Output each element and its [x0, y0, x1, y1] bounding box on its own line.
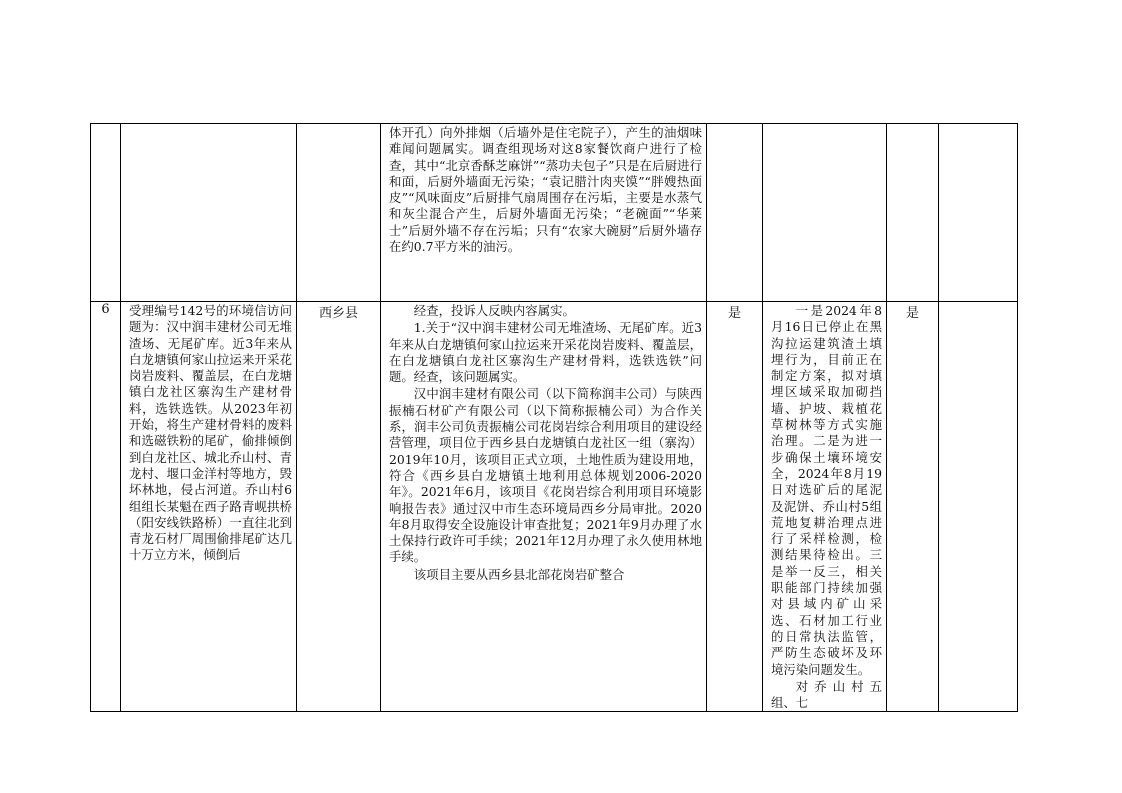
cell-verified: 是 [707, 302, 763, 712]
cell-measures [763, 124, 887, 302]
cell-verified [707, 124, 763, 302]
cell-issue [121, 302, 297, 712]
table-row [91, 124, 1018, 302]
complaint-table [90, 123, 1018, 712]
findings-paragraph: 汉中润丰建材有限公司（以下简称润丰公司）与陕西振楠石材矿产有限公司（以下简称振楠公司）为合作关系，润丰公司负责振楠公司花岗岩综合利用项目的建设经营管理，项目位于西乡县白龙塘镇白龙社区一组（寨沟）2019年10月，该项目正式立项，土地性质为建设用地，符合《西乡县白龙塘镇土地利用总体规划2006-2020年》。2021年6月，该项目《花岗岩综合利用项目环境影响报告表》通过汉中市生态环境局西乡分局审批。2020年8月取得安全设施设计审查批复；2021年9月办理了水土保持行政许可手续；2021年12月办理了永久使用林地手续。 [389, 386, 702, 565]
table-row [91, 302, 1018, 712]
cell-remark [939, 124, 1018, 302]
findings-paragraph: 经查，投诉人反映内容属实。 [413, 303, 575, 318]
measures-paragraph: 一是2024年8月16日已停止在黑沟拉运建筑渣土填埋行为，目前正在制定方案，拟对填埋区域采取加砌挡墙、护坡、栽植花草树林等方式实施治理。二是为进一步确保土壤环境安全，2024年8月19日对选矿后的尾泥及泥饼、乔山村5组荒地复耕治理点进行了采样检测，检测结果待检出。三是举一反三，相关职能部门持续加强对县域内矿山采选、石材加工行业的日常执法监管，严防生态破坏及环境污染问题发生。 [771, 303, 882, 677]
issue-text: 受理编号142号的环境信访问题为：汉中润丰建材公司无堆渣场、无尾矿库。近3年来从白龙塘镇何家山拉运来开采花岗岩废料、覆盖层，在白龙塘镇白龙社区寨沟生产建材骨料，选铁选铁。从2023年初开始，将生产建材骨料的废料和选磁铁粉的尾矿，偷排倾倒到白龙社区、城北乔山村、青龙村、堰口金洋村等地方，毁坏林地，侵占河道。乔山村6组组长某魁在西子路青岘拱桥（阳安线铁路桥）一直往北到青龙石材厂周围偷排尾矿达几十万立方米，倾倒后 [129, 303, 292, 563]
findings-paragraph: 1.关于“汉中润丰建材公司无堆渣场、无尾矿库。近3年来从白龙塘镇何家山拉运来开采花岗岩废料、覆盖层，在白龙塘镇白龙社区寨沟生产建材骨料，选铁选铁”问题。经查，该问题属实。 [389, 320, 702, 385]
cell-region [297, 124, 381, 302]
cell-measures [763, 302, 887, 712]
cell-region: 西乡县 [297, 302, 381, 712]
cell-no: 6 [91, 302, 121, 712]
cell-remark [939, 302, 1018, 712]
findings-paragraph: 体开孔）向外排烟（后墙外是住宅院子），产生的油烟味难闻问题属实。调查组现场对这8家餐饮商户进行了检查，其中“北京香酥芝麻饼”“蒸功夫包子”只是在后厨进行和面，后厨外墙面无污染；“袁记腊汁肉夹馍”“胖嫂热面皮”“风味面皮”后厨排气扇周围存在污垢，主要是水蒸气和灰尘混合产生，后厨外墙面无污染；“老碗面”“华莱士”后厨外墙不存在污垢；只有“农家大碗厨”后厨外墙存在约0.7平方米的油污。 [389, 125, 702, 255]
cell-no [91, 124, 121, 302]
findings-paragraph: 该项目主要从西乡县北部花岗岩矿整合 [413, 566, 625, 582]
cell-closed [887, 124, 939, 302]
cell-findings [381, 124, 707, 302]
cell-closed: 是 [887, 302, 939, 712]
measures-paragraph: 对乔山村五组、七 [771, 678, 882, 711]
cell-issue [121, 124, 297, 302]
cell-findings [381, 302, 707, 712]
